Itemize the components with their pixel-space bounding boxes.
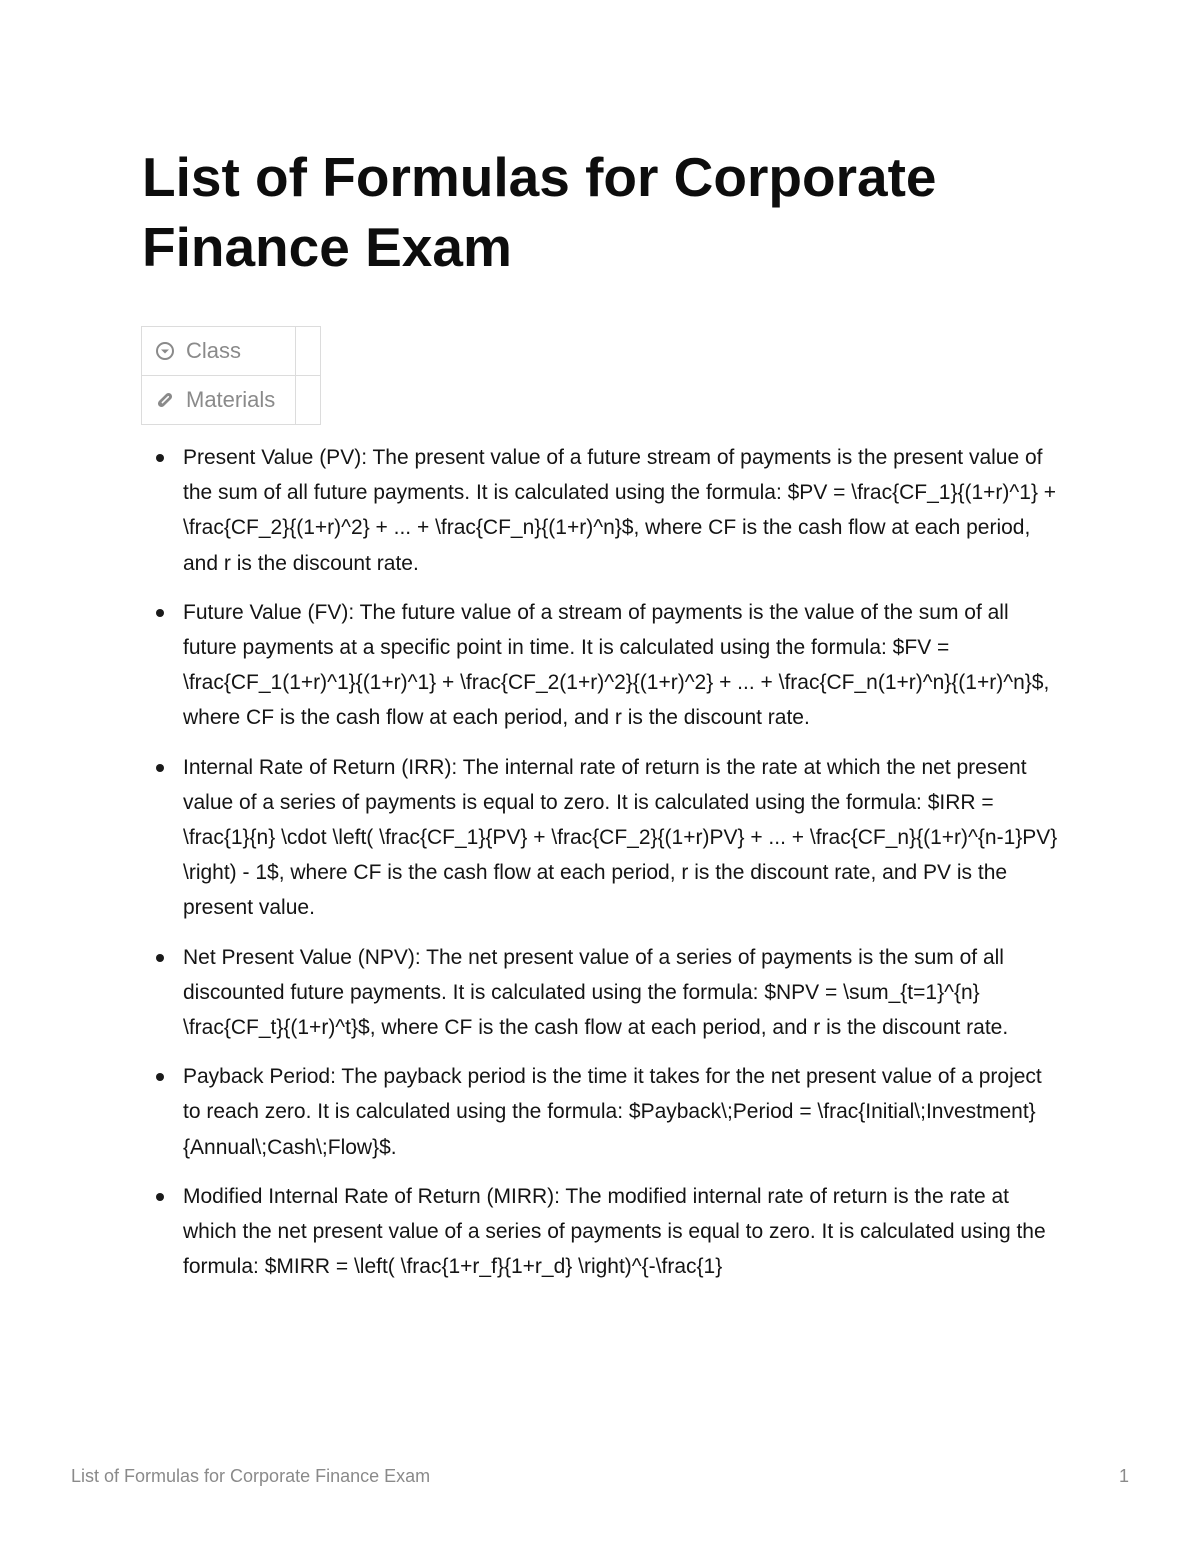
bullet-icon bbox=[156, 609, 164, 617]
bullet-icon bbox=[156, 764, 164, 772]
page-title: List of Formulas for Corporate Finance Exam bbox=[142, 146, 937, 278]
property-label-materials: Materials bbox=[186, 387, 276, 412]
formula-list bbox=[183, 440, 1063, 1298]
list-item-text: Net Present Value (NPV): The net present value of a series of payments is the sum of all discounted future payments. It is calculated using the formula: $NPV = \sum_{t=1}^{n} \frac{CF_t}{(1+r)^t}$, where CF is the cash flow at each period, and r is the discount rate. bbox=[183, 945, 1009, 1040]
list-item bbox=[183, 940, 1063, 1046]
list-item-text: Payback Period: The payback period is the time it takes for the net present value of a project to reach zero. It is calculated using the formula: $Payback\;Period = \frac{Initial\;Investment}{Annual\;Cash\;Flow}$. bbox=[183, 1065, 1042, 1159]
chevron-down-circle-icon bbox=[155, 341, 175, 361]
property-label-class: Class bbox=[186, 338, 242, 363]
list-item bbox=[183, 595, 1063, 736]
bullet-icon bbox=[156, 454, 164, 462]
footer-title: List of Formulas for Corporate Finance Exam bbox=[71, 1466, 431, 1486]
list-item-text: Modified Internal Rate of Return (MIRR): The modified internal rate of return is the rate at which the net present value of a series of payments is equal to zero. It is calculated using the formula: $MIRR = \left( \frac{1+r_f}{1+r_d} \right)^{-\frac{1} bbox=[183, 1184, 1046, 1279]
property-value-class[interactable] bbox=[296, 327, 321, 376]
paperclip-icon bbox=[155, 390, 175, 410]
list-item bbox=[183, 1059, 1063, 1165]
property-name-cell[interactable] bbox=[142, 327, 296, 376]
properties-table bbox=[141, 326, 321, 425]
property-name-cell[interactable] bbox=[142, 376, 296, 425]
footer-page-number: 1 bbox=[1118, 1466, 1129, 1486]
list-item bbox=[183, 1179, 1063, 1285]
bullet-icon bbox=[156, 1073, 164, 1081]
list-item bbox=[183, 750, 1063, 926]
bullet-icon bbox=[156, 1193, 164, 1201]
list-item-text: Present Value (PV): The present value of a future stream of payments is the present value of the sum of all future payments. It is calculated using the formula: $PV = \frac{CF_1}{(1+r)^1} + \frac{CF_2}{(1+r)^2} + ... + \frac{CF_n}{(1+r)^n}$, where CF is the cash flow at each period, and r is the discount rate. bbox=[183, 446, 1057, 575]
list-item bbox=[183, 440, 1063, 581]
list-item-text: Future Value (FV): The future value of a stream of payments is the value of the sum of all future payments at a specific point in time. It is calculated using the formula: $FV = \frac{CF_1(1+r)^1}{(1+r)^1} + \frac{CF_2(1+r)^2}{(1+r)^2} + ... + \frac{CF_n(1+r)^n}{(1+r)^n}$, where CF is the cash flow at each period, and r is the discount rate. bbox=[183, 600, 1050, 730]
property-row-class[interactable] bbox=[142, 327, 321, 376]
list-item-text: Internal Rate of Return (IRR): The internal rate of return is the rate at which the net present value of a series of payments is equal to zero. It is calculated using the formula: $IRR = \frac{1}{n} \cdot \left( \frac{CF_1}{PV} + \frac{CF_2}{(1+r)PV} + ... + \frac{CF_n}{(1+r)^{n-1}PV} \right) - 1$, where CF is the cash flow at each period, r is the discount rate, and PV is the present value. bbox=[183, 755, 1058, 920]
bullet-icon bbox=[156, 954, 164, 962]
property-row-materials[interactable] bbox=[142, 376, 321, 425]
property-value-materials[interactable] bbox=[296, 376, 321, 425]
